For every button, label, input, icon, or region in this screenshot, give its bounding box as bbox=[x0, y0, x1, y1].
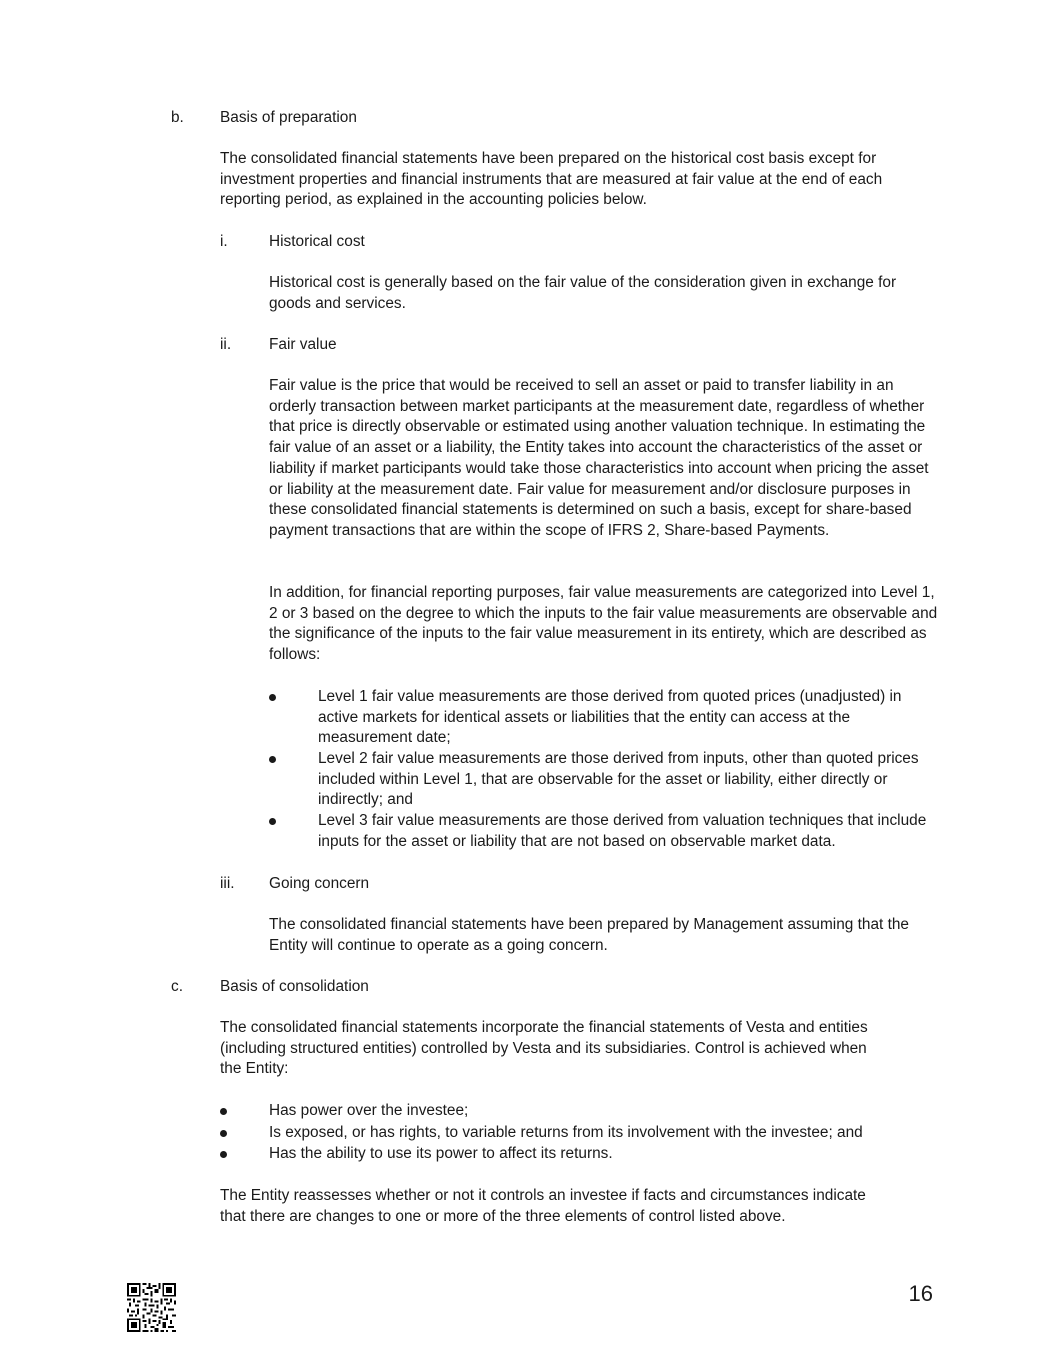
section-b-intro: The consolidated financial statements have been prepared on the historical cost basis except for investment properties and financial instruments that are measured at fair value at the end of each reporting period, as explained in the accounting policies below. bbox=[220, 150, 883, 209]
subsection-iii-title: Going concern bbox=[269, 875, 370, 892]
control-criterion-item: Has the ability to use its power to affect its returns. bbox=[269, 1145, 613, 1162]
fair-value-level-3-item: Level 3 fair value measurements are those derived from valuation techniques that include inputs for the asset or liability that are not based on observable market data. bbox=[318, 812, 927, 850]
subsection-iii-text: The consolidated financial statements have been prepared by Management assuming that the Entity will continue to operate as a going concern. bbox=[269, 916, 909, 954]
subsection-i-text: Historical cost is generally based on the fair value of the consideration given in exchange for goods and services. bbox=[269, 274, 897, 312]
section-b-title: Basis of preparation bbox=[220, 109, 357, 126]
subsection-ii-title: Fair value bbox=[269, 336, 337, 353]
fair-value-level-2-item: Level 2 fair value measurements are those derived from inputs, other than quoted prices included within Level 1, that are observable for the asset or liability, either directly or indirectly; and bbox=[318, 750, 919, 809]
bullet-icon bbox=[269, 756, 276, 763]
page-number: 16 bbox=[908, 1281, 933, 1306]
qr-code-icon bbox=[127, 1283, 176, 1332]
section-c-title: Basis of consolidation bbox=[220, 978, 369, 995]
section-c-intro: The consolidated financial statements incorporate the financial statements of Vesta and entities (including structured entities) controlled by Vesta and its subsidiaries. Control is achieved when the Entity: bbox=[220, 1019, 868, 1078]
control-criterion-item: Is exposed, or has rights, to variable returns from its involvement with the investee; and bbox=[269, 1124, 863, 1141]
subsection-i-title: Historical cost bbox=[269, 233, 365, 250]
bullet-icon bbox=[220, 1130, 227, 1137]
section-c-letter: c. bbox=[171, 978, 183, 995]
fair-value-level-1-item: Level 1 fair value measurements are those derived from quoted prices (unadjusted) in active markets for identical assets or liabilities that the entity can access at the measurement date; bbox=[318, 688, 902, 747]
subsection-ii-numeral: ii. bbox=[220, 336, 232, 353]
control-criterion-item: Has power over the investee; bbox=[269, 1102, 469, 1119]
bullet-icon bbox=[269, 694, 276, 701]
bullet-icon bbox=[269, 818, 276, 825]
subsection-ii-text-2: In addition, for financial reporting purposes, fair value measurements are categorized into Level 1, 2 or 3 based on the degree to which the inputs to the fair value measurements are observable and the significance of the inputs to the fair value measurement in its entirety, which are described as follows: bbox=[269, 584, 938, 664]
bullet-icon bbox=[220, 1151, 227, 1158]
section-c-closing: The Entity reassesses whether or not it controls an investee if facts and circumstances indicate that there are changes to one or more of the three elements of control listed above. bbox=[220, 1187, 866, 1225]
subsection-iii-numeral: iii. bbox=[220, 875, 235, 892]
subsection-ii-text-1: Fair value is the price that would be received to sell an asset or paid to transfer liability in an orderly transaction between market participants at the measurement date, regardless of whether that price is directly observable or estimated using another valuation technique. In estimating the fair value of an asset or a liability, the Entity takes into account the characteristics of the asset or liability if market participants would take those characteristics into account when pricing the asset or liability at the measurement date. Fair value for measurement and/or disclosure purposes in these consolidated financial statements is determined on such a basis, except for share-based payment transactions that are within the scope of IFRS 2, Share-based Payments. bbox=[269, 377, 929, 539]
section-b-letter: b. bbox=[171, 109, 184, 126]
subsection-i-numeral: i. bbox=[220, 233, 228, 250]
bullet-icon bbox=[220, 1108, 227, 1115]
